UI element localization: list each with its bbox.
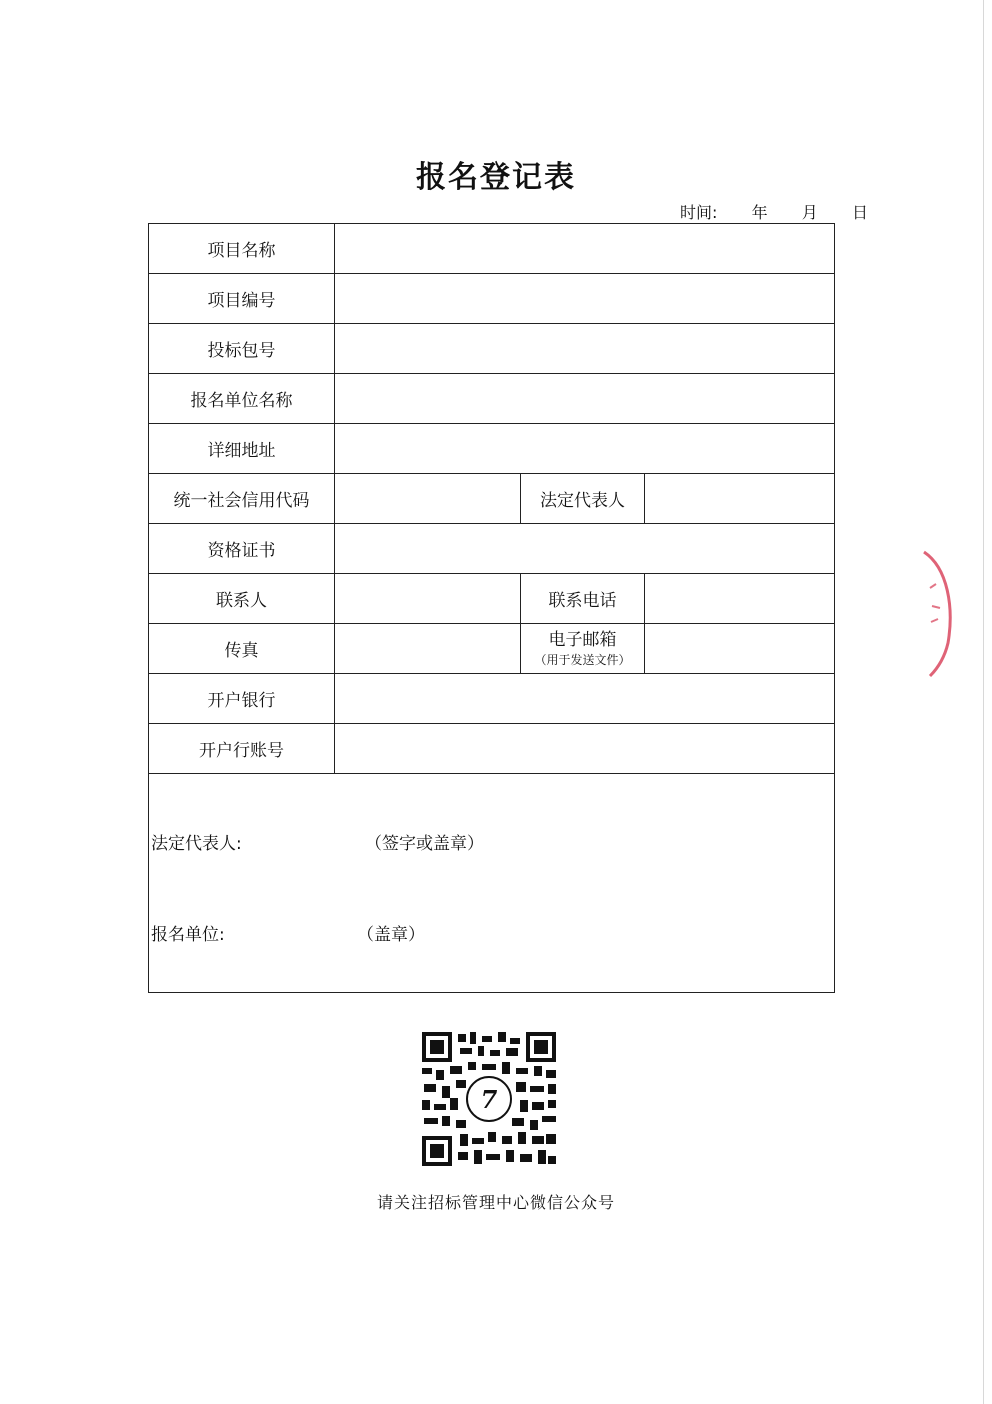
signature-area[interactable]: [149, 774, 835, 993]
account-label: 开户行账号: [149, 724, 335, 774]
company-name-field[interactable]: [335, 374, 835, 424]
bid-package-label: 投标包号: [149, 324, 335, 374]
account-field[interactable]: [335, 724, 835, 774]
address-field[interactable]: [335, 424, 835, 474]
company-signature-row: [151, 920, 425, 945]
form-row-bid-package: [149, 324, 835, 374]
qualification-label: 资格证书: [149, 524, 335, 574]
seal-mark: [918, 548, 958, 678]
legal-rep-signature-label: 法定代表人:: [151, 834, 242, 854]
bank-field[interactable]: [335, 674, 835, 724]
legal-rep-field[interactable]: [645, 474, 835, 524]
email-note: （用于发送文件）: [534, 652, 631, 667]
date-prefix: 时间:: [680, 203, 718, 222]
contact-label: 联系人: [149, 574, 335, 624]
project-name-label: 项目名称: [149, 224, 335, 274]
company-signature-note: （盖章）: [357, 925, 425, 945]
svg-text:7: 7: [480, 1085, 498, 1114]
fax-field[interactable]: [335, 624, 521, 674]
legal-rep-label: 法定代表人: [521, 474, 645, 524]
address-label: 详细地址: [149, 424, 335, 474]
page-title: 报名登记表: [416, 160, 576, 195]
date-line: [680, 200, 872, 223]
date-month: 月: [801, 203, 818, 222]
form-row-address: [149, 424, 835, 474]
email-label-cell: [521, 624, 645, 674]
project-name-field[interactable]: [335, 224, 835, 274]
project-number-label: 项目编号: [149, 274, 335, 324]
contact-field[interactable]: [335, 574, 521, 624]
email-field[interactable]: [645, 624, 835, 674]
form-row-credit-code: [149, 474, 835, 524]
form-row-qualification: [149, 524, 835, 574]
form-row-project-number: [149, 274, 835, 324]
bid-package-field[interactable]: [335, 324, 835, 374]
date-year: 年: [751, 203, 768, 222]
form-row-project-name: [149, 224, 835, 274]
phone-label: 联系电话: [521, 574, 645, 624]
form-row-company-name: [149, 374, 835, 424]
registration-form-table: [148, 223, 835, 993]
date-day: 日: [852, 203, 869, 222]
phone-field[interactable]: [645, 574, 835, 624]
credit-code-label: 统一社会信用代码: [149, 474, 335, 524]
form-row-contact: [149, 574, 835, 624]
legal-rep-signature-row: [151, 829, 484, 854]
company-signature-label: 报名单位:: [151, 925, 225, 945]
qualification-field[interactable]: [335, 524, 835, 574]
project-number-field[interactable]: [335, 274, 835, 324]
fax-label: 传真: [149, 624, 335, 674]
form-row-bank: [149, 674, 835, 724]
form-row-signature: [149, 774, 835, 993]
bank-label: 开户银行: [149, 674, 335, 724]
legal-rep-signature-note: （签字或盖章）: [365, 834, 484, 854]
company-name-label: 报名单位名称: [149, 374, 335, 424]
credit-code-field[interactable]: [335, 474, 521, 524]
form-row-fax: [149, 624, 835, 674]
email-label: 电子邮箱: [548, 630, 617, 651]
wechat-qr-code: [420, 1030, 558, 1168]
qr-caption: 请关注招标管理中心微信公众号: [376, 1193, 615, 1212]
form-row-account: [149, 724, 835, 774]
